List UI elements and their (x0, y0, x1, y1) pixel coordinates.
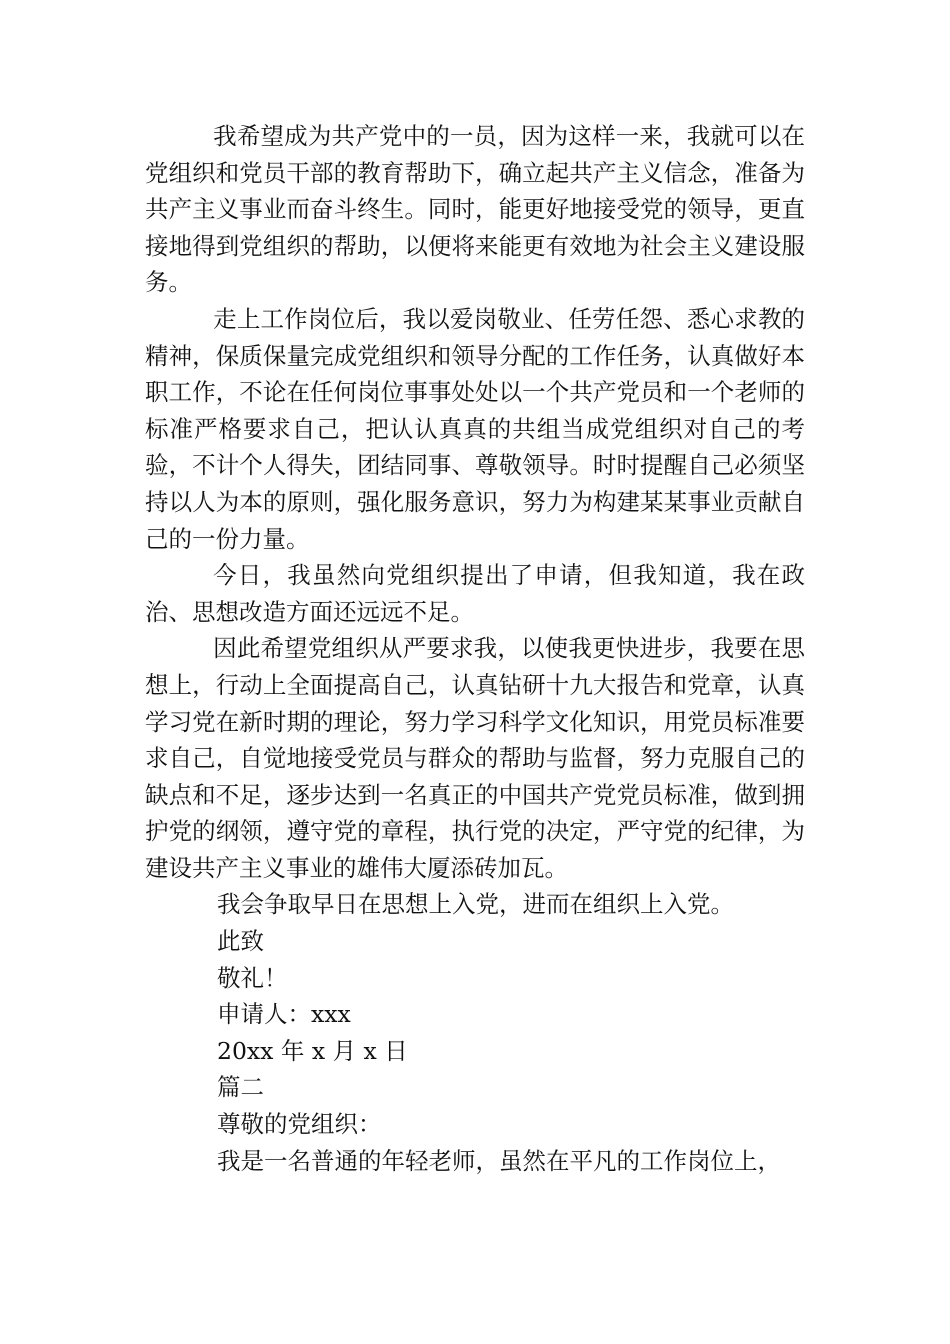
opening-line: 我是一名普通的年轻老师，虽然在平凡的工作岗位上， (217, 1146, 781, 1175)
section-heading: 篇二 (217, 1073, 264, 1102)
salutation-ci-zhi: 此致 (217, 927, 264, 956)
document-body (145, 118, 805, 1179)
paragraph-commitment: 因此希望党组织从严要求我，以使我更快进步，我要在思想上，行动上全面提高自己，认真钻研十九大报告和党章，认真学习党在新时期的理论，努力学习科学文化知识，用党员标准要求自己，自觉地接受党员与群众的帮助与监督，努力克服自己的缺点和不足，逐步达到一名真正的中国共产党党员标准，做到拥护党的纲领，遵守党的章程，执行党的决定，严守党的纪律，为建设共产主义事业的雄伟大厦添砖加瓦。 (145, 634, 805, 882)
paragraph-aspiration: 我希望成为共产党中的一员，因为这样一来，我就可以在党组织和党员干部的教育帮助下，确立起共产主义信念，准备为共产主义事业而奋斗终生。同时，能更好地接受党的领导，更直接地得到党组织的帮助，以便将来能更有效地为社会主义建设服务。 (145, 122, 805, 297)
paragraph-self-assessment: 今日，我虽然向党组织提出了申请，但我知道，我在政治、思想改造方面还远远不足。 (145, 561, 805, 626)
salutation-jing-li: 敬礼！ (217, 963, 288, 992)
closing-statement: 我会争取早日在思想上入党，进而在组织上入党。 (217, 890, 734, 919)
greeting: 尊敬的党组织： (217, 1110, 382, 1139)
applicant-signature: 申请人：xxx (217, 1000, 351, 1029)
application-date: 20xx 年 x 月 x 日 (217, 1036, 408, 1065)
paragraph-work-attitude: 走上工作岗位后，我以爱岗敬业、任劳任怨、悉心求教的精神，保质保量完成党组织和领导分配的工作任务，认真做好本职工作，不论在任何岗位事事处处以一个共产党员和一个老师的标准严格要求自己，把认认真真的共组当成党组织对自己的考验，不计个人得失，团结同事、尊敬领导。时时提醒自己必须坚持以人为本的原则，强化服务意识，努力为构建某某事业贡献自己的一份力量。 (145, 304, 805, 553)
